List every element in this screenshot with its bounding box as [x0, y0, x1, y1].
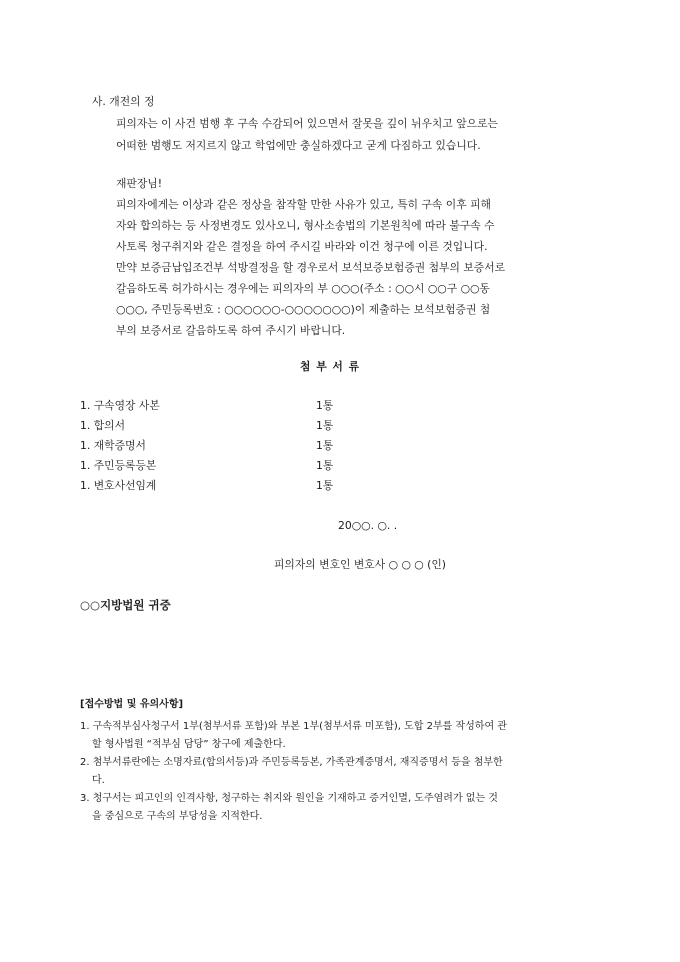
- attachment-count: 1통: [316, 459, 334, 472]
- attachment-name: 1. 재학증명서: [80, 439, 146, 452]
- attachment-count: 1통: [316, 419, 334, 432]
- court-addressee: ○○지방법원 귀중: [80, 598, 171, 612]
- body-line: 사토록 청구취지와 같은 결정을 하여 주시길 바라와 이건 청구에 이른 것입니다.: [116, 240, 488, 253]
- section-heading: 사. 개전의 정: [92, 95, 155, 108]
- document-date: 20○○. ○. .: [338, 519, 398, 532]
- note-line: 을 중심으로 구속의 부당성을 지적한다.: [92, 811, 263, 822]
- body-line: 만약 보증금납입조건부 석방결정을 할 경우로서 보석보증보험증권 첨부의 보증서로: [116, 261, 506, 274]
- section-line: 피의자는 이 사건 범행 후 구속 수감되어 있으면서 잘못을 깊이 뉘우치고 앞으로는: [116, 117, 498, 130]
- attachment-count: 1통: [316, 479, 334, 492]
- body-line: 부의 보증서로 갈음하도록 하여 주시기 바랍니다.: [116, 324, 346, 337]
- attachment-name: 1. 구속영장 사본: [80, 399, 160, 412]
- attachment-name: 1. 변호사선임계: [80, 479, 157, 492]
- note-line: 3. 청구서는 피고인의 인격사항, 청구하는 취지와 원인을 기재하고 증거인멸, 도주염려가 없는 것: [80, 793, 498, 804]
- attachments-title: 첨 부 서 류: [300, 360, 360, 373]
- attachment-count: 1통: [316, 399, 334, 412]
- signature-line: 피의자의 변호인 변호사 ○ ○ ○ (인): [274, 558, 447, 571]
- attachment-name: 1. 주민등록등본: [80, 459, 157, 472]
- address-line: 재판장님!: [116, 177, 163, 190]
- body-line: 피의자에게는 이상과 같은 정상을 참작할 만한 사유가 있고, 특히 구속 이후 피해: [116, 198, 491, 211]
- note-line: 1. 구속적부심사청구서 1부(첨부서류 포함)와 부본 1부(첨부서류 미포함), 도합 2부를 작성하여 관: [80, 721, 507, 732]
- section-line: 어떠한 범행도 저지르지 않고 학업에만 충실하겠다고 굳게 다짐하고 있습니다.: [116, 139, 481, 152]
- notes-title: [접수방법 및 유의사항]: [80, 699, 184, 710]
- attachment-count: 1통: [316, 439, 334, 452]
- note-line: 할 형사법원 “적부심 담당” 창구에 제출한다.: [92, 739, 286, 750]
- attachment-name: 1. 합의서: [80, 419, 126, 432]
- note-line: 다.: [92, 775, 105, 786]
- body-line: 갈음하도록 허가하시는 경우에는 피의자의 부 ○○○(주소 : ○○시 ○○구 ○○동: [116, 282, 490, 295]
- body-line: 자와 합의하는 등 사정변경도 있사오니, 형사소송법의 기본원칙에 따라 불구속 수: [116, 219, 495, 232]
- note-line: 2. 첨부서류란에는 소명자료(합의서등)과 주민등록등본, 가족관계증명서, 재직증명서 등을 첨부한: [80, 757, 503, 768]
- body-line: ○○○, 주민등록번호 : ○○○○○○-○○○○○○○)이 제출하는 보석보험증권 첨: [116, 303, 491, 316]
